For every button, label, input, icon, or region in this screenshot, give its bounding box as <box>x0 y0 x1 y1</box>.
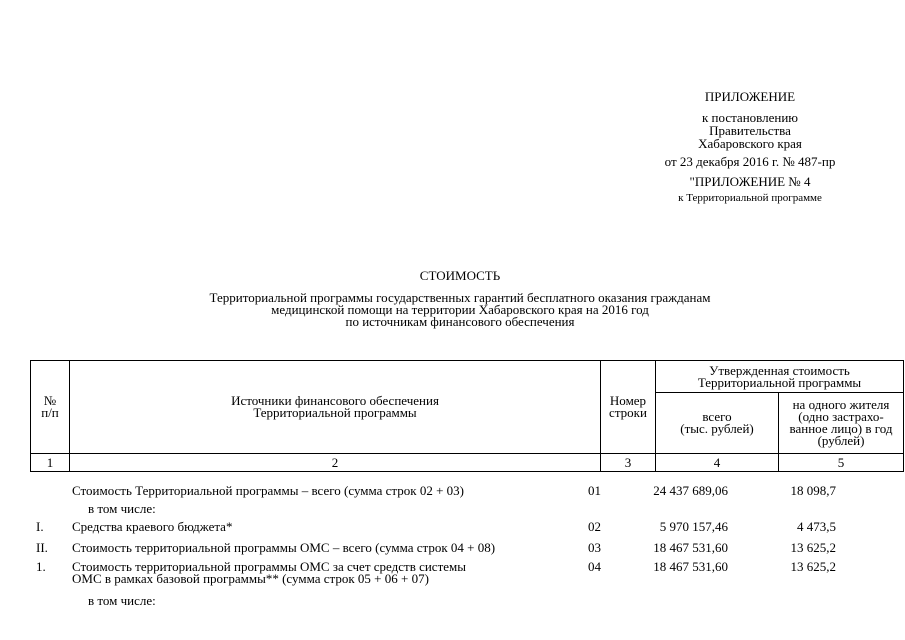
document-subtitle: по источникам финансового обеспечения <box>345 314 575 329</box>
row-code: 03 <box>588 540 601 555</box>
header-line: от 23 декабря 2016 г. № 487-пр <box>664 154 836 169</box>
row-per-capita: 13 625,2 <box>790 540 836 555</box>
row-num: II. <box>36 540 48 555</box>
header-line: Правительства <box>709 123 791 138</box>
row-name: Стоимость территориальной программы ОМС – всего (сумма строк 04 + 08) <box>72 540 496 555</box>
row-name: в том числе: <box>88 593 156 608</box>
row-total: 5 970 157,46 <box>659 519 728 534</box>
row-name: Стоимость территориальной программы ОМС за счет средств системы <box>72 559 466 574</box>
row-name-continued: ОМС в рамках базовой программы** (сумма строк 05 + 06 + 07) <box>72 571 429 586</box>
header-line: "ПРИЛОЖЕНИЕ № 4 <box>689 174 811 189</box>
col-header-approved: Утвержденная стоимость Территориальной программы <box>656 361 904 393</box>
row-total: 18 467 531,60 <box>653 540 728 555</box>
col-header-source: Источники финансового обеспечения Территориальной программы <box>70 361 601 454</box>
row-total: 18 467 531,60 <box>653 559 728 574</box>
col-number: 5 <box>779 454 904 472</box>
row-code: 04 <box>588 559 601 574</box>
col-number: 3 <box>601 454 656 472</box>
col-number: 1 <box>31 454 70 472</box>
document-subtitle: Территориальной программы государственных гарантий бесплатного оказания гражданам <box>209 290 711 305</box>
row-name: Средства краевого бюджета* <box>72 519 233 534</box>
header-line: к постановлению <box>701 110 799 125</box>
row-per-capita: 4 473,5 <box>797 519 836 534</box>
document-title: СТОИМОСТЬ <box>419 268 501 283</box>
row-per-capita: 13 625,2 <box>790 559 836 574</box>
row-name: Стоимость Территориальной программы – всего (сумма строк 02 + 03) <box>72 483 464 498</box>
document-subtitle: медицинской помощи на территории Хабаровского края на 2016 год <box>271 302 649 317</box>
header-line: к Территориальной программе <box>678 192 822 204</box>
cost-table-header <box>30 360 904 472</box>
row-total: 24 437 689,06 <box>653 483 728 498</box>
header-line: Хабаровского края <box>698 136 802 151</box>
col-header-code: Номер строки <box>601 361 656 454</box>
col-header-total: всего (тыс. рублей) <box>656 393 779 454</box>
col-number: 4 <box>656 454 779 472</box>
row-code: 02 <box>588 519 601 534</box>
row-num: I. <box>36 519 44 534</box>
row-name: в том числе: <box>88 501 156 516</box>
col-header-num: № п/п <box>31 361 70 454</box>
row-code: 01 <box>588 483 601 498</box>
col-number: 2 <box>70 454 601 472</box>
appendix-title: ПРИЛОЖЕНИЕ <box>704 89 796 104</box>
row-num: 1. <box>36 559 46 574</box>
row-per-capita: 18 098,7 <box>790 483 836 498</box>
col-header-per-capita: на одного жителя (одно застрахо- ванное лицо) в год (рублей) <box>779 393 904 454</box>
